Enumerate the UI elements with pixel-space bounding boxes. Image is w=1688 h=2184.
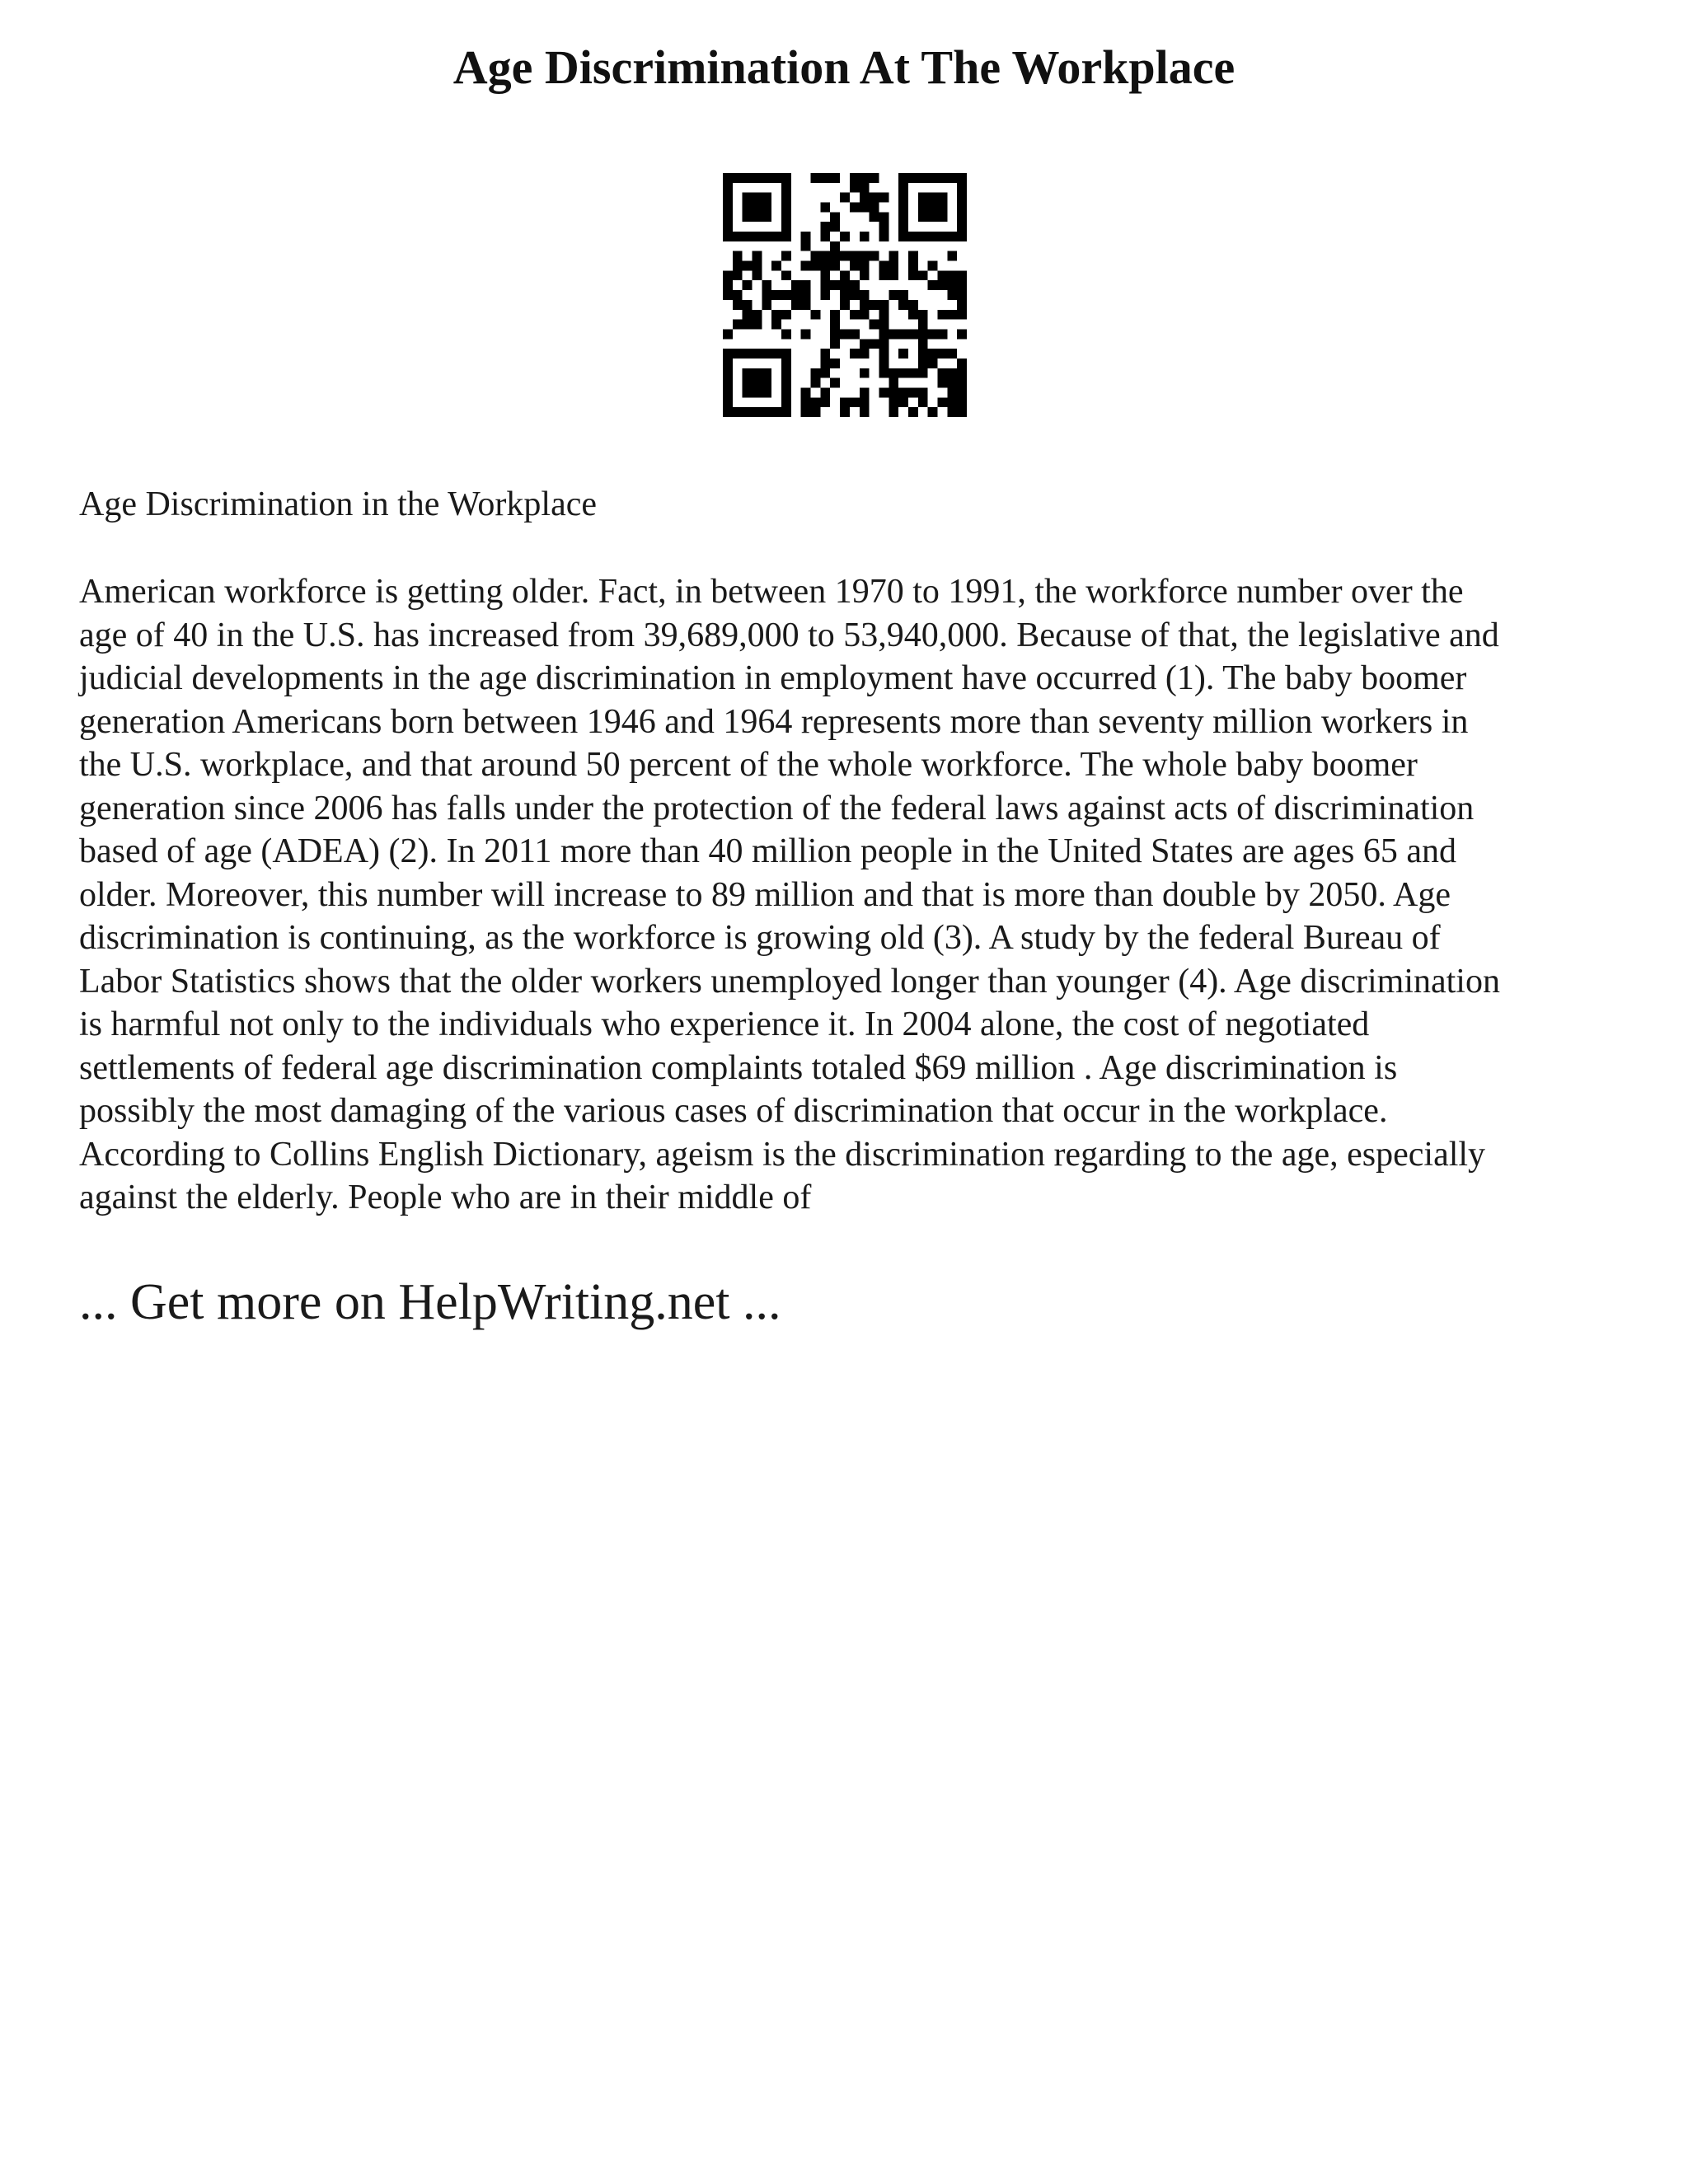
body-line: discrimination is continuing, as the workforce is growing old (3). A study by the federal Bureau of bbox=[79, 919, 1441, 957]
body-line: generation since 2006 has falls under the protection of the federal laws against acts of discrimination bbox=[79, 789, 1475, 827]
body-line: possibly the most damaging of the various cases of discrimination that occur in the workplace. bbox=[79, 1092, 1388, 1130]
body-line: According to Collins English Dictionary, ageism is the discrimination regarding to the age, especially bbox=[79, 1135, 1486, 1174]
body-line: judicial developments in the age discrimination in employment have occurred (1). The baby boomer bbox=[79, 659, 1467, 697]
body-line: against the elderly. People who are in their middle of bbox=[79, 1179, 812, 1216]
body-line: is harmful not only to the individuals who experience it. In 2004 alone, the cost of negotiated bbox=[79, 1005, 1370, 1043]
body-paragraph bbox=[79, 570, 1629, 1220]
body-line: the U.S. workplace, and that around 50 percent of the whole workforce. The whole baby boomer bbox=[79, 746, 1418, 784]
get-more-link[interactable]: ... Get more on HelpWriting.net ... bbox=[79, 1274, 781, 1330]
body-line: based of age (ADEA) (2). In 2011 more than 40 million people in the United States are ages 65 and bbox=[79, 832, 1456, 870]
qr-code-icon bbox=[723, 173, 967, 417]
body-line: settlements of federal age discrimination complaints totaled $69 million . Age discrimination is bbox=[79, 1048, 1398, 1087]
body-line: age of 40 in the U.S. has increased from 39,689,000 to 53,940,000. Because of that, the legislative and bbox=[79, 616, 1499, 654]
body-line: Labor Statistics shows that the older workers unemployed longer than younger (4). Age discrimination bbox=[79, 962, 1500, 1001]
section-heading: Age Discrimination in the Workplace bbox=[79, 485, 598, 523]
body-line: older. Moreover, this number will increase to 89 million and that is more than double by 2050. Age bbox=[79, 875, 1451, 914]
body-line: generation Americans born between 1946 and 1964 represents more than seventy million workers in bbox=[79, 702, 1469, 741]
page-title: Age Discrimination At The Workplace bbox=[452, 40, 1236, 94]
body-line: American workforce is getting older. Fact, in between 1970 to 1991, the workforce number over the bbox=[79, 573, 1464, 611]
